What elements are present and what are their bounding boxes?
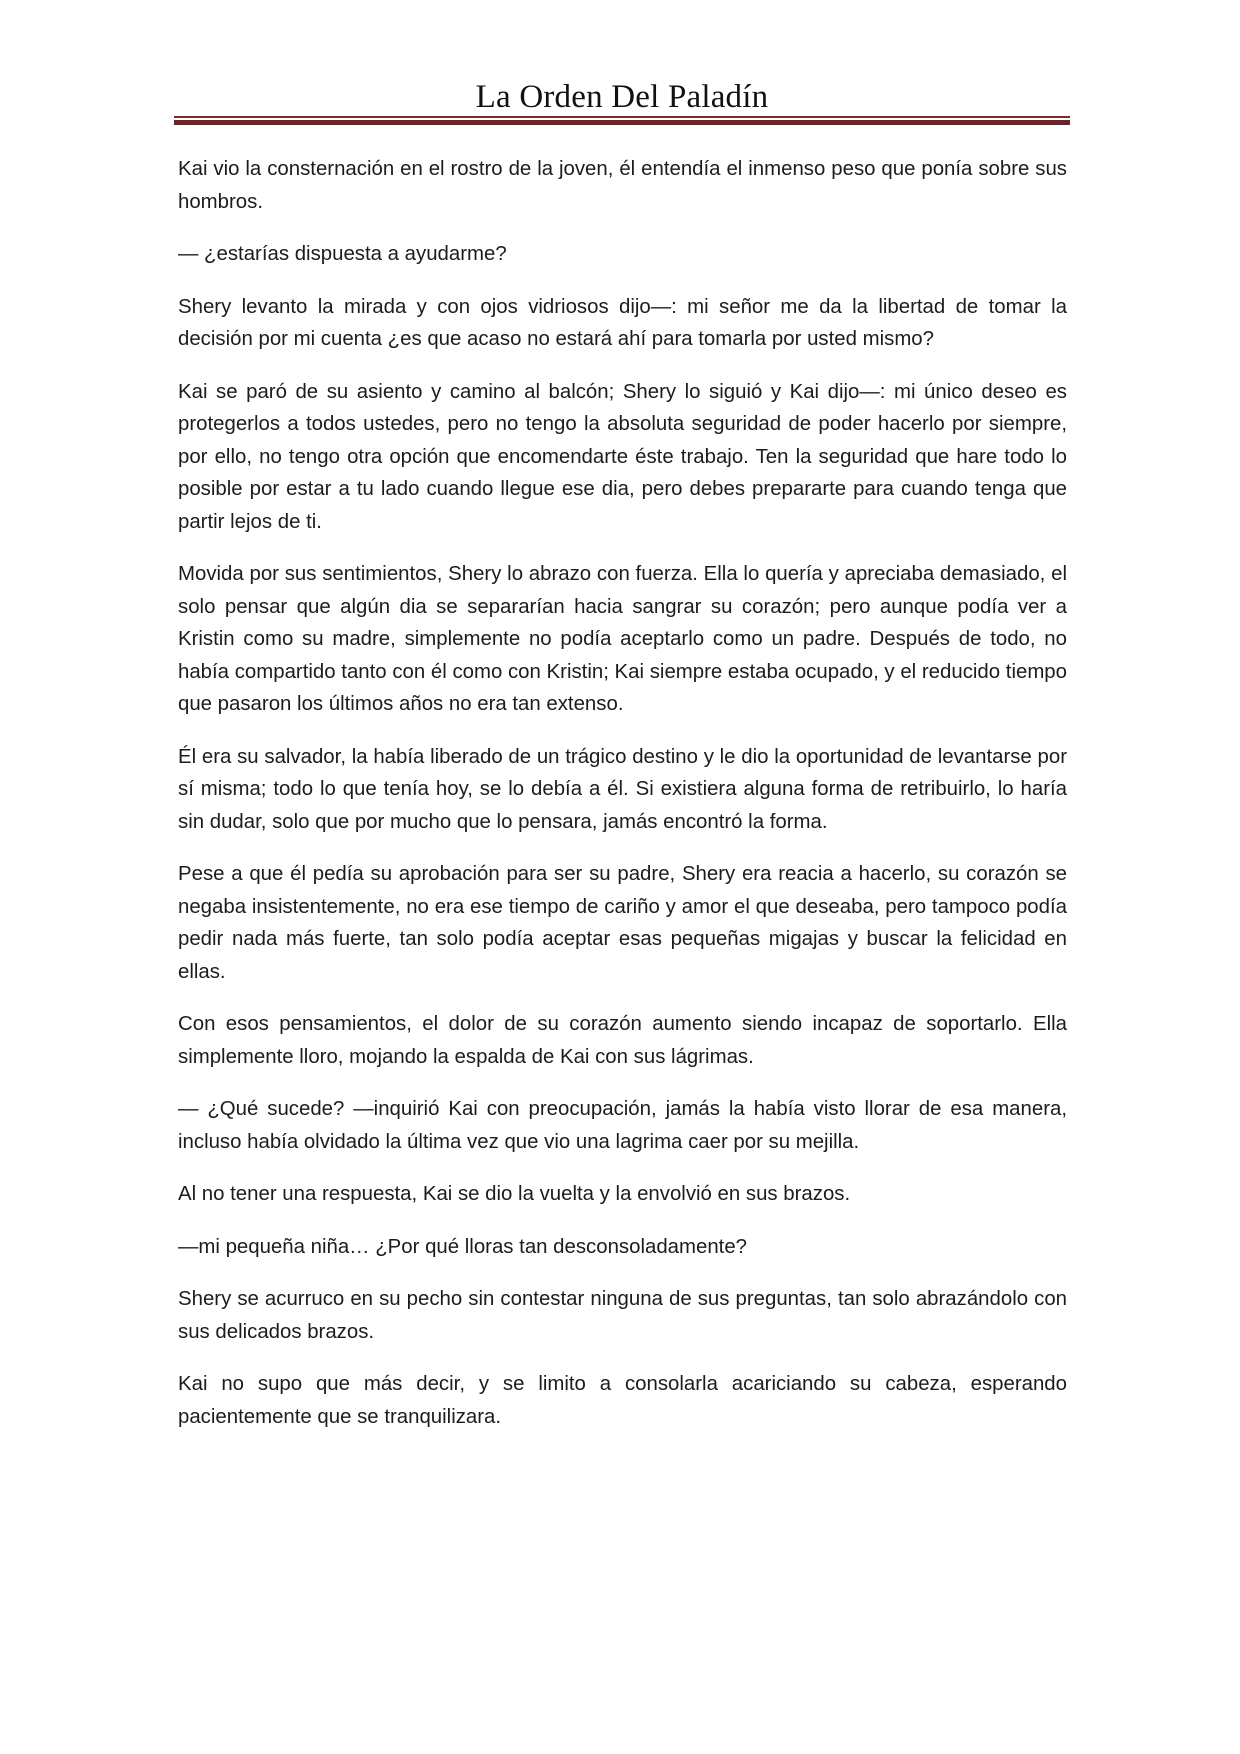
paragraph: Al no tener una respuesta, Kai se dio la vuelta y la envolvió en sus brazos. <box>178 1183 851 1205</box>
paragraph: Kai vio la consternación en el rostro de la joven, él entendía el inmenso peso que ponía sobre sus hombros. <box>178 158 1067 213</box>
header-rule-thick <box>174 120 1070 125</box>
header-title: La Orden Del Paladín <box>475 79 769 115</box>
paragraph: Kai no supo que más decir, y se limito a consolarla acariciando su cabeza, esperando pacientemente que se tranquilizara. <box>178 1373 1067 1428</box>
paragraph: Movida por sus sentimientos, Shery lo abrazo con fuerza. Ella lo quería y apreciaba demasiado, el solo pensar que algún dia se separarían hacia sangrar su corazón; pero aunque podía ver a Kristin como su madre, simplemente no podía aceptarlo como un padre. Después de todo, no había compartido tanto con él como con Kristin; Kai siempre estaba ocupado, y el reducido tiempo que pasaron los últimos años no era tan extenso. <box>178 563 1067 715</box>
header-rule <box>174 116 1070 125</box>
paragraph: — ¿Qué sucede? —inquirió Kai con preocupación, jamás la había visto llorar de esa manera, incluso había olvidado la última vez que vio una lagrima caer por su mejilla. <box>178 1098 1067 1153</box>
paragraph: —mi pequeña niña… ¿Por qué lloras tan desconsoladamente? <box>178 1235 748 1258</box>
paragraph: Kai se paró de su asiento y camino al balcón; Shery lo siguió y Kai dijo—: mi único deseo es protegerlos a todos ustedes, pero no tengo la absoluta seguridad de poder hacerlo por siempre, por ello, no tengo otra opción que encomendarte éste trabajo. Ten la seguridad que hare todo lo posible por estar a tu lado cuando llegue ese dia, pero debes prepararte para cuando tenga que partir lejos de ti. <box>178 380 1067 533</box>
body-text <box>178 153 1067 1453</box>
paragraph: Shery levanto la mirada y con ojos vidriosos dijo—: mi señor me da la libertad de tomar la decisión por mi cuenta ¿es que acaso no estará ahí para tomarla por usted mismo? <box>178 295 1067 350</box>
page-header <box>174 72 1070 122</box>
paragraph: Pese a que él pedía su aprobación para ser su padre, Shery era reacia a hacerlo, su corazón se negaba insistentemente, no era ese tiempo de cariño y amor el que deseaba, pero tampoco podía pedir nada más fuerte, tan solo podía aceptar esas pequeñas migajas y buscar la felicidad en ellas. <box>178 863 1067 983</box>
paragraph: Shery se acurruco en su pecho sin contestar ninguna de sus preguntas, tan solo abrazándolo con sus delicados brazos. <box>178 1288 1067 1343</box>
header-rule-thin <box>174 116 1070 118</box>
paragraph: — ¿estarías dispuesta a ayudarme? <box>178 243 507 265</box>
paragraph: Con esos pensamientos, el dolor de su corazón aumento siendo incapaz de soportarlo. Ella simplemente lloro, mojando la espalda de Kai con sus lágrimas. <box>178 1013 1067 1068</box>
paragraph: Él era su salvador, la había liberado de un trágico destino y le dio la oportunidad de levantarse por sí misma; todo lo que tenía hoy, se lo debía a él. Si existiera alguna forma de retribuirlo, lo haría sin dudar, solo que por mucho que lo pensara, jamás encontró la forma. <box>178 745 1067 833</box>
